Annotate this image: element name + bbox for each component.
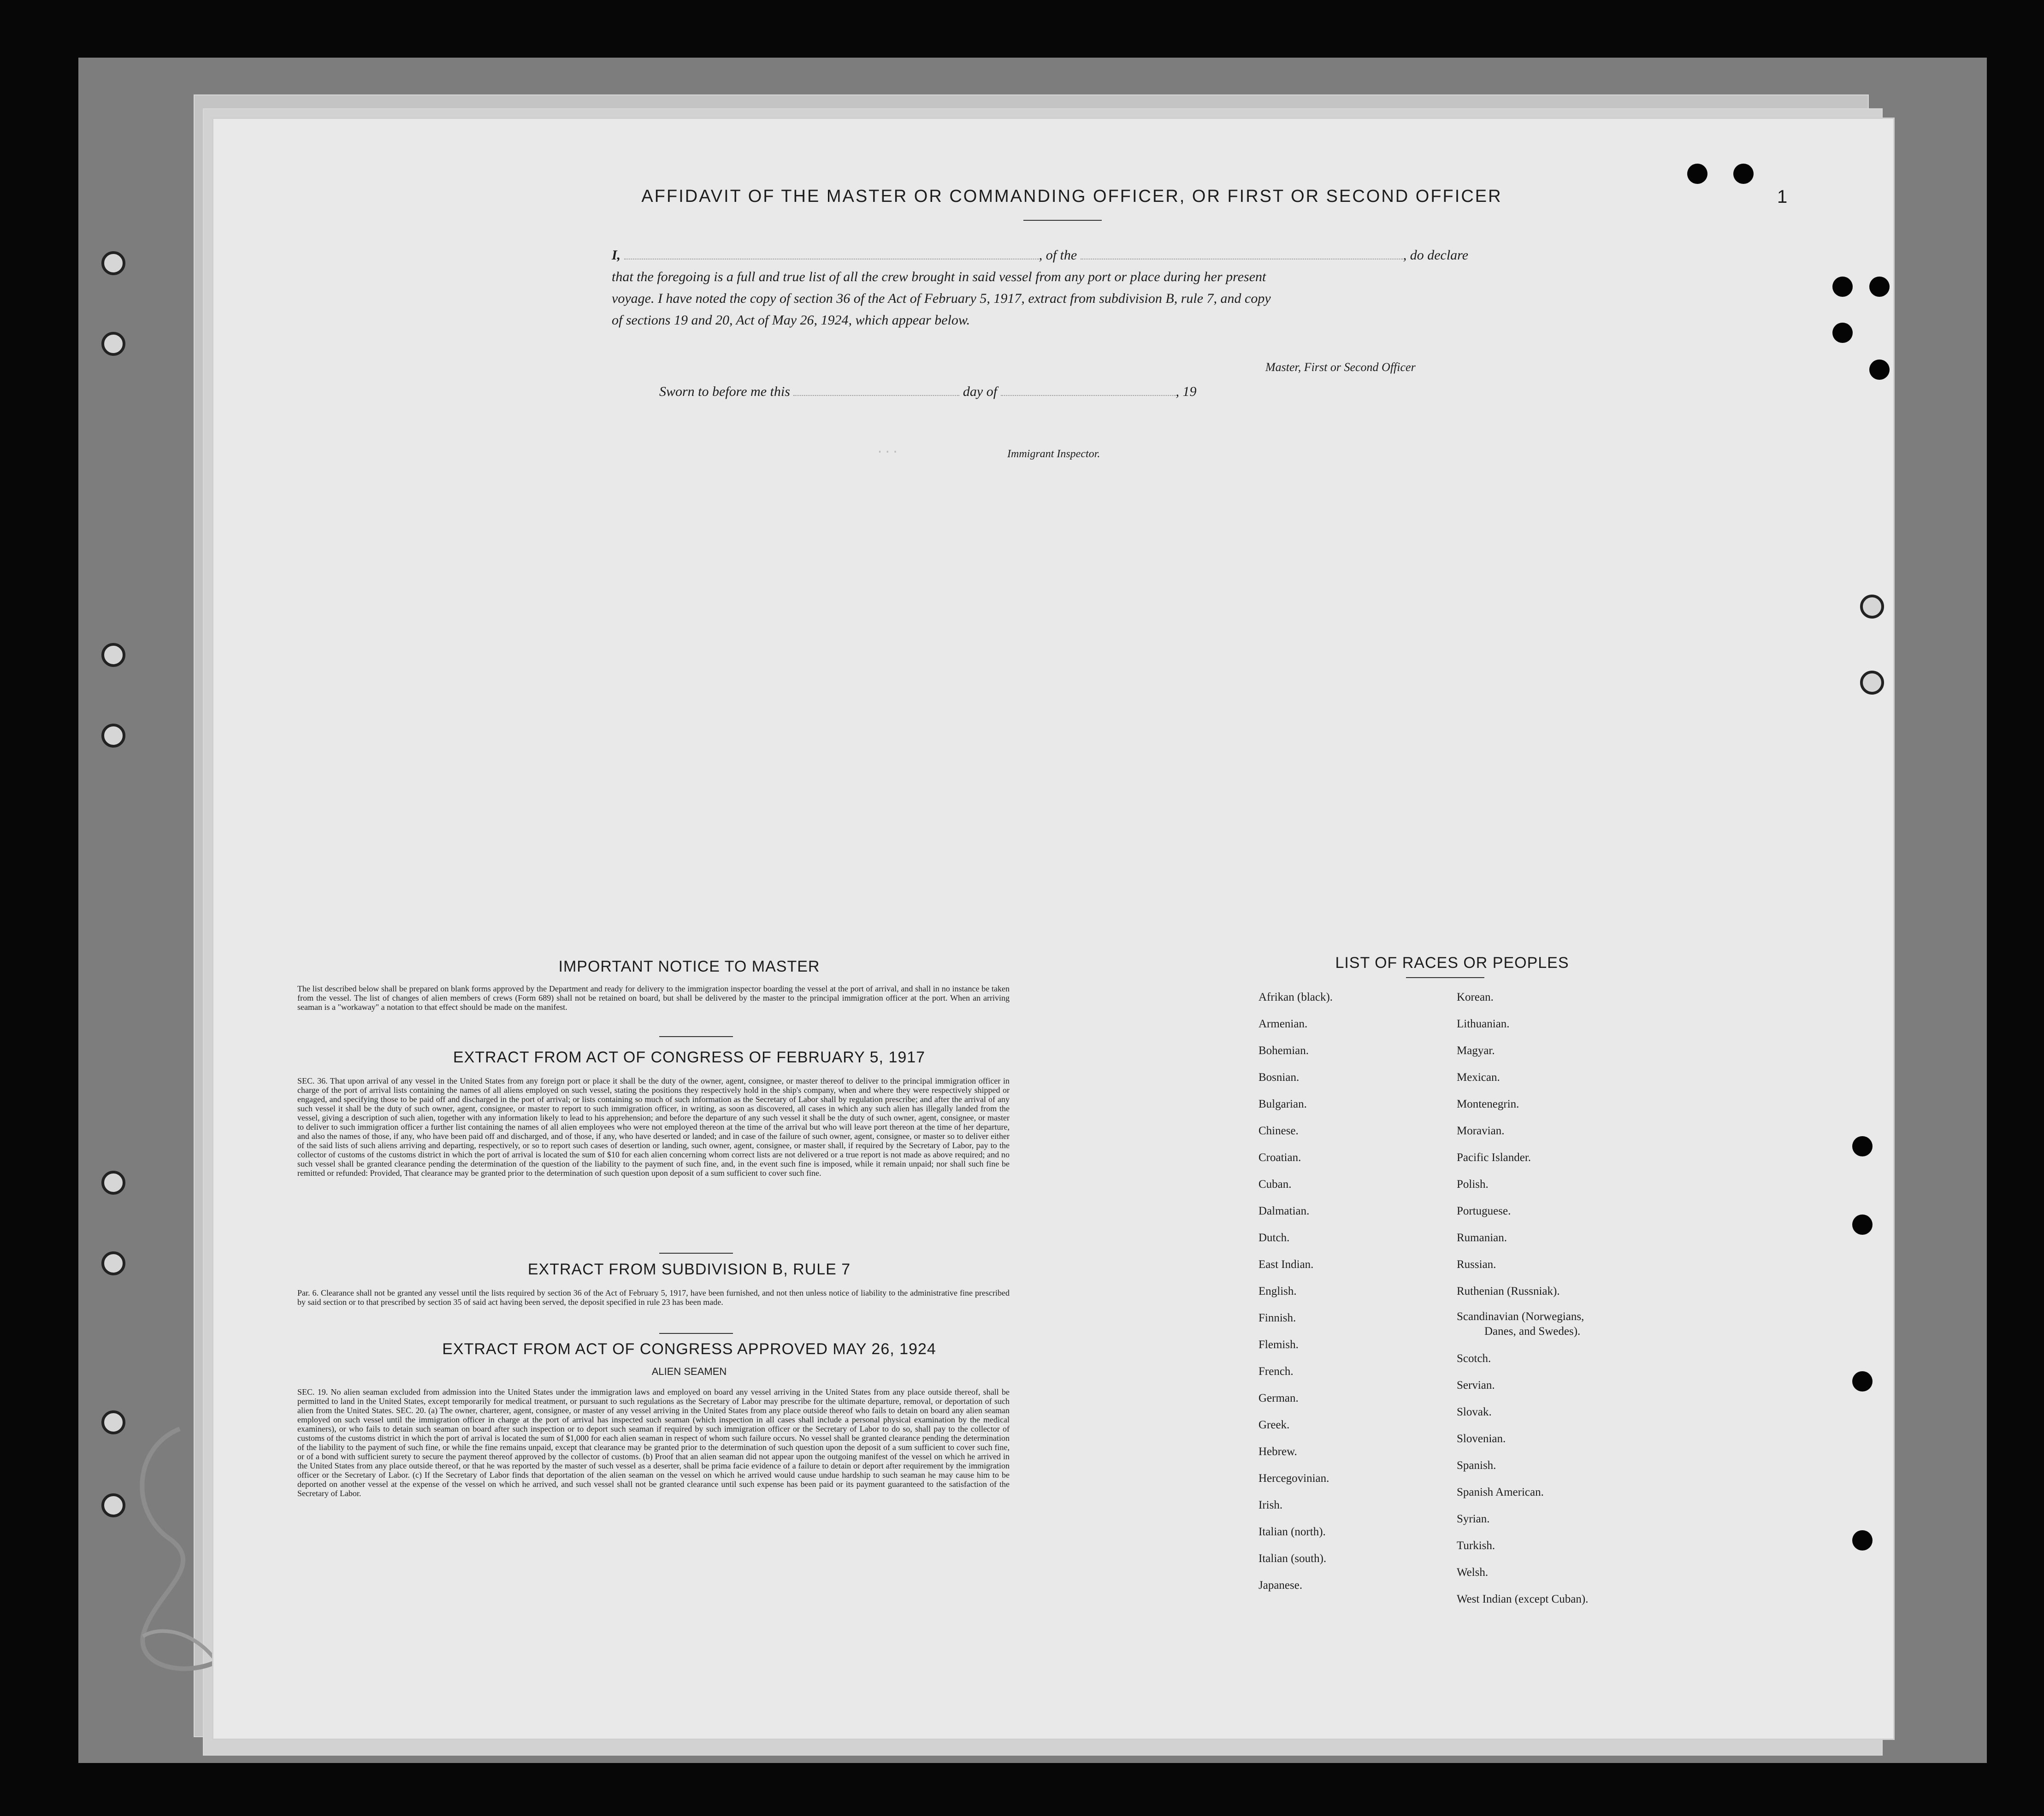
affidavit-title: AFFIDAVIT OF THE MASTER OR COMMANDING OFFICER, OR FIRST OR SECOND OFFICER [641, 187, 1502, 206]
race-item: Montenegrin. [1457, 1098, 1519, 1110]
punch-hole [1852, 1215, 1873, 1235]
race-item: Danes, and Swedes). [1484, 1325, 1581, 1338]
binder-hole [101, 1171, 125, 1195]
extract-1924-subtitle: ALIEN SEAMEN [651, 1366, 727, 1377]
punch-hole [1869, 277, 1890, 297]
do-declare-label: , do declare [1403, 248, 1469, 263]
race-item: Portuguese. [1457, 1205, 1511, 1217]
race-item: Armenian. [1258, 1018, 1308, 1030]
day-of-label: day of [963, 384, 998, 399]
race-item: Hebrew. [1258, 1445, 1297, 1458]
affidavit-line-2: voyage. I have noted the copy of section 36 of the Act of February 5, 1917, extract from subdivision B, rule 7, and copy [612, 291, 1271, 306]
extract-1917-text: SEC. 36. That upon arrival of any vessel in the United States from any foreign port or place it shall be the duty of the owner, agent, consignee, or master thereof to deliver to the principal immigration officer in charge of the port of arrival lists containing the names of all aliens employed on such vessel, stating the positions they respectively hold in the ship's company, when and where they were respectively shipped or engaged, and specifying those to be paid off and discharged in the port of arrival; or lists containing so much of such information as the Secretary of Labor shall by regulation prescribe; and after the arrival of any such vessel it shall be the duty of such owner, agent, consignee, or master to report to such immigration officer, in writing, as soon as discovered, all cases in which any such alien has illegally landed from the vessel, giving a description of such alien, together with any information likely to lead to his apprehension; and before the departure of any such vessel it shall be the duty of such owner, agent, consignee, or master to deliver to such immigration officer a further list containing the names of all alien employees who were not employed thereon at the time of the arrival but who will leave port thereon at the time of her departure, and also the names of those, if any, who have been paid off and discharged, and of those, if any, who have deserted or landed; and in case of the failure of such owner, agent, consignee, or master so to deliver either of the said lists of such aliens arriving and departing, respectively, or so to report such cases of desertion or landing, such owner, agent, consignee, or master shall, if required by the Secretary of Labor, pay to the collector of customs of the customs district in which the port of arrival is located the sum of $10 for each alien concerning whom correct lists are not delivered or a true report is not made as above required; and no such vessel shall be granted clearance pending the determination of the question of the liability to the payment of such fine, and, in the event such fine is imposed, while it remain unpaid; nor shall such fine be remitted or refunded: Provided, That clearance may be granted prior to the determination of such question upon deposit of a sum sufficient to cover such fine. [297, 1076, 1010, 1178]
binder-hole [101, 643, 125, 667]
race-item: Chinese. [1258, 1125, 1299, 1137]
extract-1917-rule [659, 1253, 733, 1254]
notice-title: IMPORTANT NOTICE TO MASTER [558, 958, 820, 975]
race-item: Finnish. [1258, 1312, 1296, 1324]
punch-hole [1733, 164, 1754, 184]
punch-hole [1852, 1136, 1873, 1156]
punch-hole [1860, 595, 1884, 619]
extract-1924-title: EXTRACT FROM ACT OF CONGRESS APPROVED MAY 26, 1924 [442, 1340, 936, 1358]
punch-hole [1832, 277, 1853, 297]
race-item: Bohemian. [1258, 1044, 1309, 1057]
race-item: West Indian (except Cuban). [1457, 1593, 1589, 1605]
inspector-label: Immigrant Inspector. [1007, 448, 1100, 460]
race-item: Italian (north). [1258, 1526, 1326, 1538]
races-column-2 [1457, 984, 1588, 1613]
punch-hole [1860, 671, 1884, 695]
race-item: Flemish. [1258, 1338, 1299, 1351]
year-label: , 19 [1176, 384, 1197, 399]
month-blank[interactable] [1001, 395, 1176, 396]
binder-hole [101, 332, 125, 356]
sworn-line [659, 381, 1197, 402]
races-title: LIST OF RACES OR PEOPLES [1335, 954, 1569, 972]
day-blank[interactable] [793, 395, 959, 396]
race-item: Servian. [1457, 1379, 1495, 1391]
affidavit-line-1: that the foregoing is a full and true list of all the crew brought in said vessel from any port or place during her present [612, 269, 1266, 284]
race-item: Slovenian. [1457, 1433, 1506, 1445]
race-item: Korean. [1457, 991, 1494, 1003]
sworn-label: Sworn to before me this [659, 384, 790, 399]
race-item: Afrikan (black). [1258, 991, 1333, 1003]
race-item: Moravian. [1457, 1125, 1505, 1137]
race-item: Dutch. [1258, 1232, 1290, 1244]
races-rule [1406, 977, 1484, 978]
race-item: Greek. [1258, 1419, 1290, 1431]
race-item: Pacific Islander. [1457, 1151, 1531, 1164]
race-item: Japanese. [1258, 1579, 1303, 1592]
race-item: Dalmatian. [1258, 1205, 1310, 1217]
race-item: Ruthenian (Russniak). [1457, 1285, 1560, 1297]
affidavit-intro [612, 244, 1534, 266]
race-item: Bulgarian. [1258, 1098, 1307, 1110]
race-item: Spanish. [1457, 1459, 1496, 1472]
subdivision-b-title: EXTRACT FROM SUBDIVISION B, RULE 7 [527, 1261, 851, 1278]
race-item: Hercegovinian. [1258, 1472, 1329, 1485]
race-item: French. [1258, 1365, 1294, 1378]
notice-rule [659, 1036, 733, 1037]
subdivision-b-rule [659, 1333, 733, 1334]
race-item: Slovak. [1457, 1406, 1492, 1418]
punch-hole [1832, 323, 1853, 343]
master-signature-label: Master, First or Second Officer [1265, 360, 1416, 374]
race-item: East Indian. [1258, 1258, 1314, 1271]
race-item: Irish. [1258, 1499, 1283, 1511]
of-the-label: , of the [1039, 248, 1077, 263]
race-item: Magyar. [1457, 1044, 1495, 1057]
bleed-through-text: ... [876, 442, 899, 457]
race-item: Scotch. [1457, 1352, 1491, 1365]
race-item: Lithuanian. [1457, 1018, 1510, 1030]
race-item: English. [1258, 1285, 1297, 1297]
punch-hole [1852, 1530, 1873, 1551]
race-item: German. [1258, 1392, 1299, 1404]
race-item: Cuban. [1258, 1178, 1292, 1191]
race-item: Welsh. [1457, 1566, 1489, 1579]
extract-1924-text: SEC. 19. No alien seaman excluded from admission into the United States under the immigration laws and employed on board any vessel arriving in the United States from any place outside thereof, shall be permitted to land in the United States, except temporarily for medical treatment, or pursuant to such regulations as the Secretary of Labor may prescribe for the ultimate departure, removal, or deportation of such alien from the United States. SEC. 20. (a) The owner, charterer, agent, consignee, or master of any vessel arriving in the United States from any place outside thereof who fails to detain on board any alien seaman employed on such vessel until the immigration officer in charge at the port of arrival has inspected such seaman (which inspection in all cases shall include a personal physical examination by the medical examiners), or who fails to detain such seaman on board after such inspection or to deport such seaman if required by such immigration officer or the Secretary of Labor to do so, shall pay to the collector of customs of the customs district in which the port of arrival is located the sum of $1,000 for each alien seaman in respect of whom such failure occurs. No vessel shall be granted clearance pending the determination of the liability to the payment of such fine, or while the fine remains unpaid, except that clearance may be granted prior to the determination of such question upon the deposit of a sum sufficient to cover such fine, or of a bond with sufficient surety to secure the payment thereof approved by the collector of customs. (b) Proof that an alien seaman did not appear upon the outgoing manifest of the vessel on which he arrived in the United States from any place outside thereof, or that he was reported by the master of such vessel as a deserter, shall be prima facie evidence of a failure to detain or deport after requirement by the immigration officer or the Secretary of Labor. (c) If the Secretary of Labor finds that deportation of the alien seaman on the vessel on which he arrived would cause undue hardship to such seaman he may cause him to be deported on another vessel at the expense of the vessel on which he arrived, and such vessel shall not be granted clearance until such expense has been paid or its payment guaranteed to the satisfaction of the Secretary of Labor. [297, 1387, 1010, 1498]
race-item: Polish. [1457, 1178, 1489, 1191]
race-item: Bosnian. [1258, 1071, 1300, 1084]
race-item: Croatian. [1258, 1151, 1301, 1164]
binder-hole [101, 724, 125, 748]
binder-hole [101, 251, 125, 275]
affidavit-line-3: of sections 19 and 20, Act of May 26, 1924, which appear below. [612, 312, 970, 328]
punch-hole [1687, 164, 1707, 184]
punch-hole [1852, 1371, 1873, 1391]
race-item: Scandinavian (Norwegians, [1457, 1310, 1584, 1323]
races-column-1 [1258, 984, 1333, 1599]
race-item: Russian. [1457, 1258, 1496, 1271]
race-item: Mexican. [1457, 1071, 1500, 1084]
title-rule [1023, 220, 1102, 221]
page-mark: 1 [1777, 187, 1788, 207]
subdivision-b-text: Par. 6. Clearance shall not be granted any vessel until the lists required by section 36 of the Act of February 5, 1917, have been furnished, and not then unless notice of liability to the administrative fine prescribed by said section or to that prescribed by section 35 of said act having been served, the deposit specified in rule 23 has been made. [297, 1288, 1010, 1307]
race-item: Turkish. [1457, 1539, 1495, 1552]
race-item: Spanish American. [1457, 1486, 1544, 1498]
race-item: Rumanian. [1457, 1232, 1507, 1244]
i-label: I, [612, 248, 621, 263]
notice-text: The list described below shall be prepared on blank forms approved by the Department and ready for delivery to the immigration inspector boarding the vessel at the port of arrival, and shall in no instance be taken from the vessel. The list of changes of alien members of crews (Form 689) shall not be retained on board, but shall be delivered by the master to the principal immigration officer at the port. When an arriving seaman is a "workaway" a notation to that effect should be made on the manifest. [297, 984, 1010, 1012]
punch-hole [1869, 360, 1890, 380]
extract-1917-title: EXTRACT FROM ACT OF CONGRESS OF FEBRUARY 5, 1917 [453, 1049, 926, 1066]
binder-hole [101, 1251, 125, 1275]
race-item: Italian (south). [1258, 1552, 1327, 1565]
race-item: Syrian. [1457, 1513, 1490, 1525]
